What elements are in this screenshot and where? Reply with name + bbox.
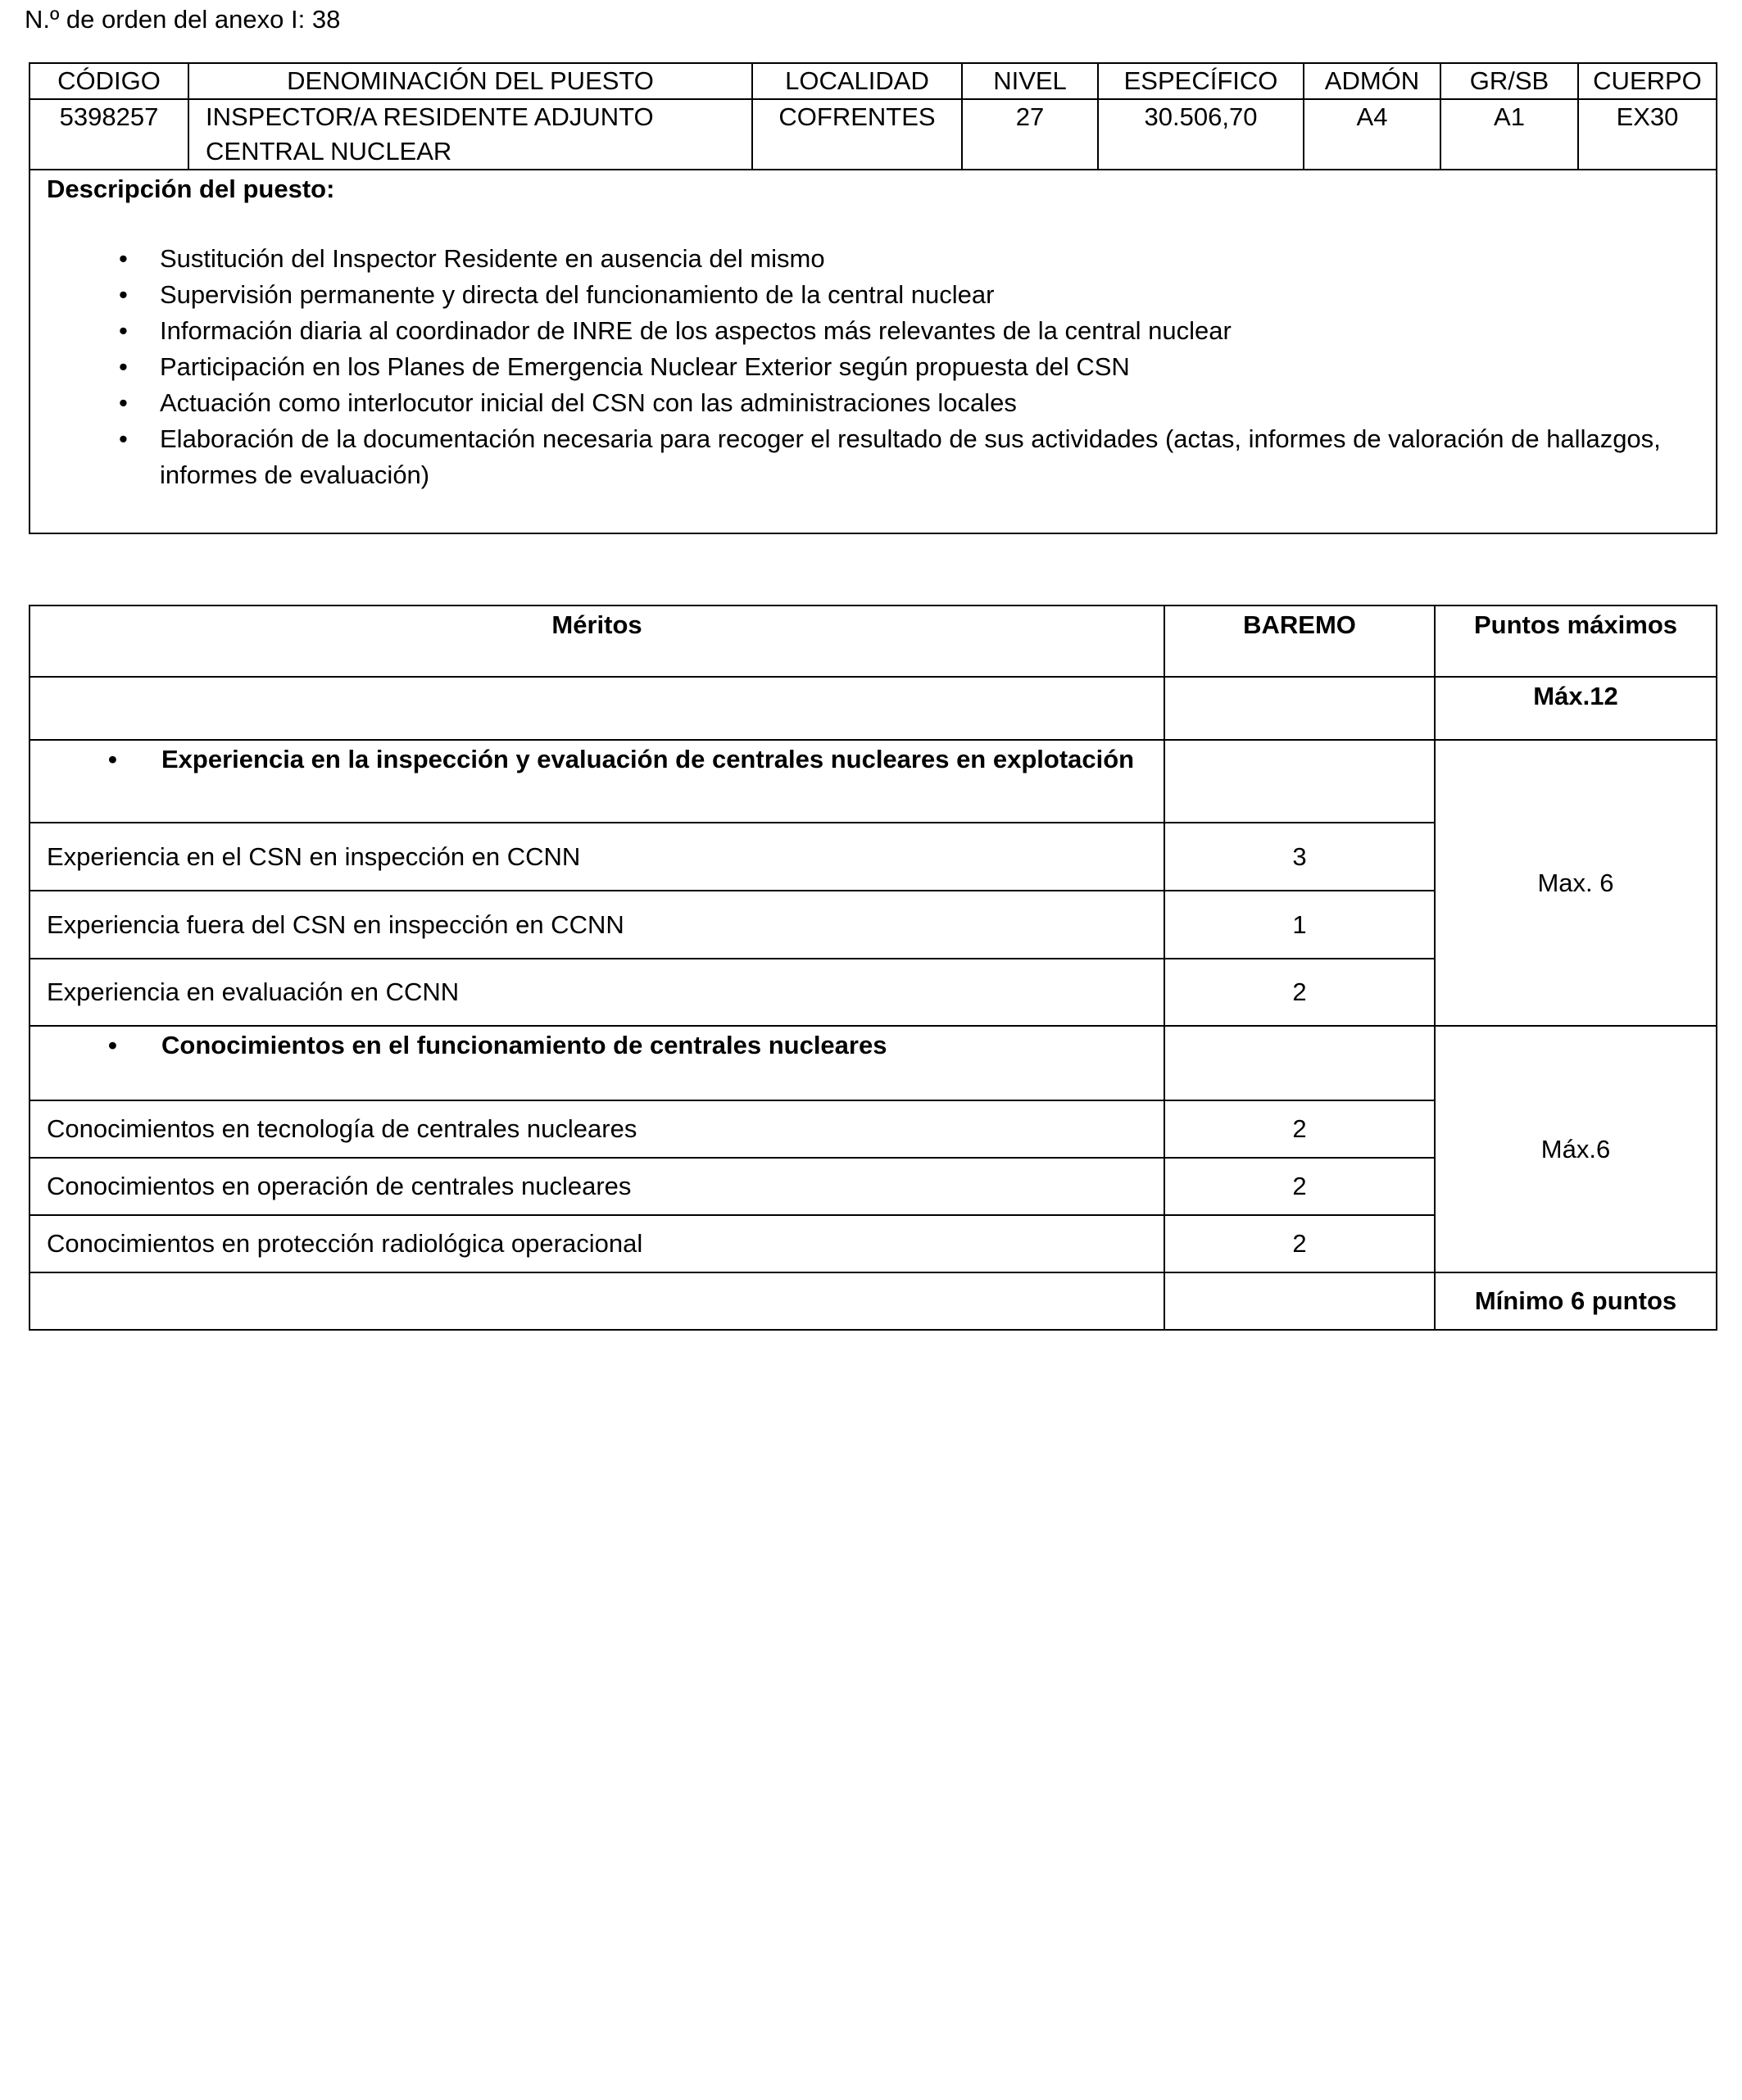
merit-label: Experiencia en evaluación en CCNN bbox=[29, 959, 1164, 1026]
description-item-text: Participación en los Planes de Emergencia Nuclear Exterior según propuesta del CSN bbox=[160, 352, 1130, 381]
bullet-icon: • bbox=[119, 352, 128, 381]
section2-max: Máx.6 bbox=[1435, 1026, 1717, 1272]
list-item bbox=[47, 385, 1699, 421]
merit-label: Conocimientos en operación de centrales nucleares bbox=[29, 1158, 1164, 1215]
section1-max: Max. 6 bbox=[1435, 740, 1717, 1026]
header-puntos-maximos: Puntos máximos bbox=[1435, 606, 1717, 677]
bullet-icon: • bbox=[119, 424, 128, 453]
header-codigo: CÓDIGO bbox=[29, 63, 188, 99]
bullet-icon: • bbox=[119, 280, 128, 309]
description-item-text: Supervisión permanente y directa del funcionamiento de la central nuclear bbox=[160, 280, 995, 309]
description-item-text: Información diaria al coordinador de INRE de los aspectos más relevantes de la central nuclear bbox=[160, 316, 1232, 345]
cell-cuerpo: EX30 bbox=[1578, 99, 1717, 170]
description-item-text: Elaboración de la documentación necesaria para recoger el resultado de sus actividades (actas, informes de valoración de hallazgos, informes de evaluación) bbox=[160, 424, 1661, 489]
list-item bbox=[47, 349, 1699, 385]
empty-cell bbox=[29, 1272, 1164, 1330]
empty-cell bbox=[29, 677, 1164, 740]
merit-baremo: 2 bbox=[1164, 959, 1435, 1026]
post-table-data-row bbox=[29, 99, 1717, 170]
list-item bbox=[47, 241, 1699, 277]
list-item bbox=[47, 277, 1699, 313]
header-especifico: ESPECÍFICO bbox=[1098, 63, 1304, 99]
bullet-icon: • bbox=[108, 1031, 117, 1059]
merit-baremo: 2 bbox=[1164, 1158, 1435, 1215]
merit-baremo: 3 bbox=[1164, 823, 1435, 891]
description-list bbox=[47, 241, 1699, 493]
description-item-text: Sustitución del Inspector Residente en ausencia del mismo bbox=[160, 244, 825, 273]
section1-title-cell bbox=[29, 740, 1164, 823]
description-row bbox=[29, 170, 1717, 533]
section2-title: Conocimientos en el funcionamiento de centrales nucleares bbox=[161, 1031, 887, 1059]
bullet-icon: • bbox=[119, 388, 128, 417]
empty-cell bbox=[1164, 1026, 1435, 1100]
merit-header-row bbox=[29, 606, 1717, 677]
header-grsb: GR/SB bbox=[1440, 63, 1578, 99]
bullet-icon: • bbox=[119, 316, 128, 345]
header-localidad: LOCALIDAD bbox=[752, 63, 962, 99]
cell-especifico: 30.506,70 bbox=[1098, 99, 1304, 170]
section1-title-row bbox=[29, 740, 1717, 823]
empty-cell bbox=[1164, 740, 1435, 823]
cell-localidad: COFRENTES bbox=[752, 99, 962, 170]
post-table-header-row bbox=[29, 63, 1717, 99]
bullet-icon: • bbox=[108, 745, 117, 773]
header-baremo: BAREMO bbox=[1164, 606, 1435, 677]
description-title: Descripción del puesto: bbox=[47, 175, 335, 203]
header-admon: ADMÓN bbox=[1304, 63, 1440, 99]
cell-nivel: 27 bbox=[962, 99, 1098, 170]
merit-label: Conocimientos en tecnología de centrales nucleares bbox=[29, 1100, 1164, 1158]
bullet-icon: • bbox=[119, 244, 128, 273]
header-denominacion: DENOMINACIÓN DEL PUESTO bbox=[188, 63, 752, 99]
cell-admon: A4 bbox=[1304, 99, 1440, 170]
cell-grsb: A1 bbox=[1440, 99, 1578, 170]
section2-title-cell bbox=[29, 1026, 1164, 1100]
section2-title-row bbox=[29, 1026, 1717, 1100]
list-item bbox=[47, 313, 1699, 349]
header-cuerpo: CUERPO bbox=[1578, 63, 1717, 99]
empty-cell bbox=[1164, 1272, 1435, 1330]
cell-denominacion: INSPECTOR/A RESIDENTE ADJUNTO CENTRAL NUCLEAR bbox=[188, 99, 752, 170]
merit-minimum-row bbox=[29, 1272, 1717, 1330]
merit-label: Experiencia fuera del CSN en inspección en CCNN bbox=[29, 891, 1164, 959]
minimum-points: Mínimo 6 puntos bbox=[1435, 1272, 1717, 1330]
header-nivel: NIVEL bbox=[962, 63, 1098, 99]
merit-baremo: 2 bbox=[1164, 1215, 1435, 1272]
merit-table bbox=[29, 605, 1717, 1331]
cell-codigo: 5398257 bbox=[29, 99, 188, 170]
merit-total-row bbox=[29, 677, 1717, 740]
merit-baremo: 1 bbox=[1164, 891, 1435, 959]
annex-order-heading: N.º de orden del anexo I: 38 bbox=[25, 5, 341, 34]
merit-baremo: 2 bbox=[1164, 1100, 1435, 1158]
merit-label: Conocimientos en protección radiológica operacional bbox=[29, 1215, 1164, 1272]
list-item bbox=[47, 421, 1699, 493]
description-cell bbox=[29, 170, 1717, 533]
empty-cell bbox=[1164, 677, 1435, 740]
description-item-text: Actuación como interlocutor inicial del CSN con las administraciones locales bbox=[160, 388, 1017, 417]
post-table bbox=[29, 62, 1717, 534]
section1-title: Experiencia en la inspección y evaluación de centrales nucleares en explotación bbox=[161, 745, 1135, 773]
merit-label: Experiencia en el CSN en inspección en CCNN bbox=[29, 823, 1164, 891]
header-meritos: Méritos bbox=[29, 606, 1164, 677]
total-max: Máx.12 bbox=[1435, 677, 1717, 740]
